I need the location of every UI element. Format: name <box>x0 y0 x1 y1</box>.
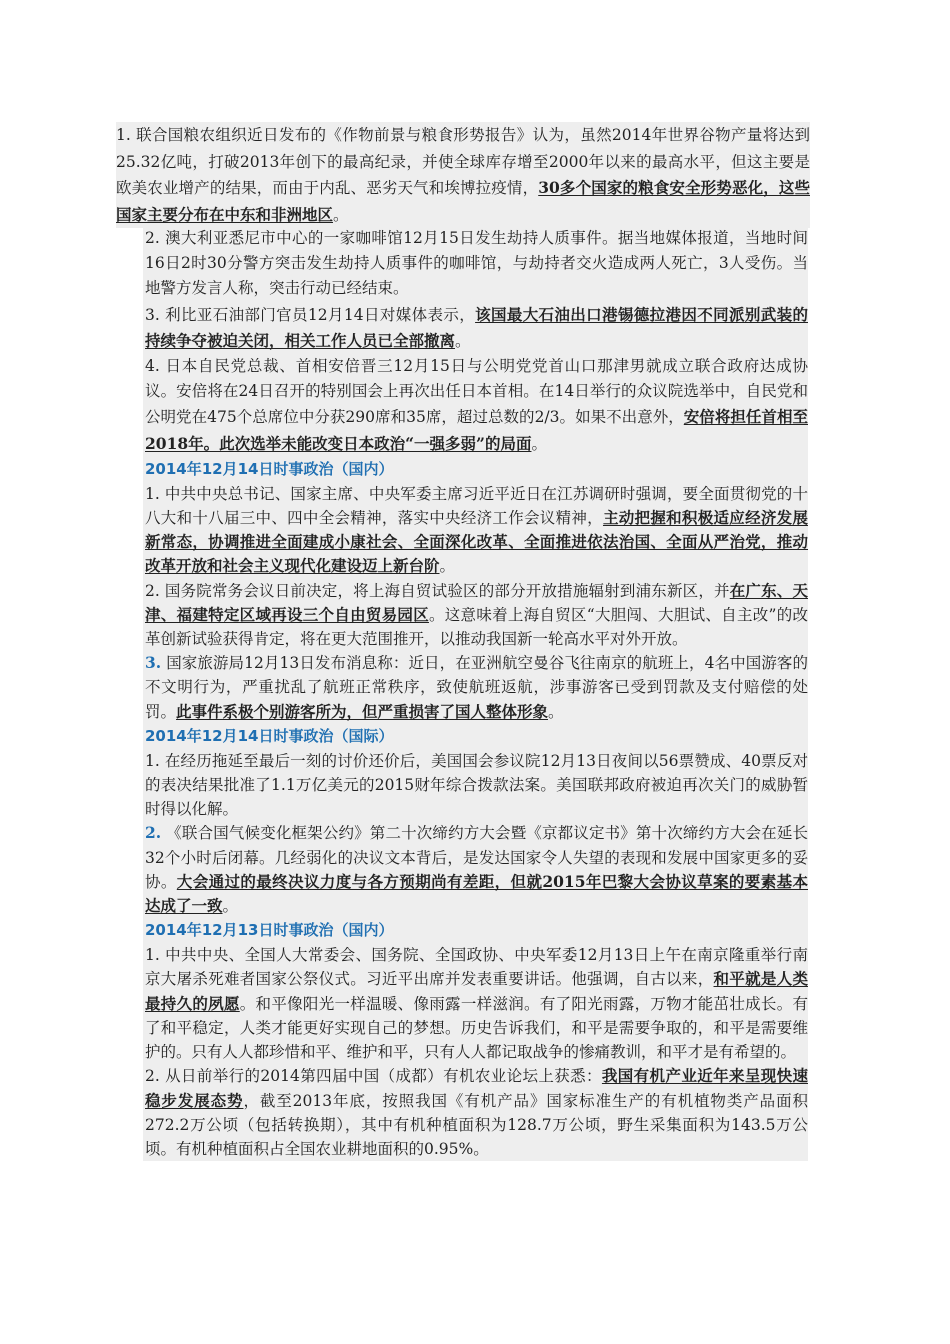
news-item-domestic-3 <box>143 651 808 724</box>
news-item-domestic-2 <box>143 579 808 652</box>
news-highlight: 在广东、天津、福建特定区域再设三个自由贸易园区 <box>145 580 808 624</box>
news-item-2 <box>143 226 808 302</box>
news-text-end: ，截至2013年底，按照我国《有机产品》国家标准生产的有机植物类产品面积272.2万公顷（包括转换期），其中有机种植面积为128.7万公顷，野生采集面积为143.5万公顷。有机种植面积占全国农业耕地面积的0.95%。 <box>145 1091 808 1158</box>
news-highlight: 安倍将担任首相至2018年。此次选举未能改变日本政治“一强多弱”的局面 <box>145 407 808 453</box>
news-highlight: 30多个国家的粮食安全形势恶化，这些国家主要分布在中东和非洲地区 <box>116 178 810 224</box>
news-highlight: 此事件系极个别游客所为，但严重损害了国人整体形象 <box>176 701 549 721</box>
section-heading-domestic-1213: 2014年12月13日时事政治（国内） <box>145 921 394 940</box>
news-highlight: 该国最大石油出口港锡德拉港因不同派别武装的持续争夺被迫关闭，相关工作人员已全部撤离 <box>145 304 808 350</box>
news-text-end: 。 <box>531 434 547 453</box>
news-text-end: 。 <box>222 897 239 916</box>
news-item-intl-2 <box>143 821 808 918</box>
item-number: 2. <box>145 823 162 843</box>
news-item-4 <box>143 354 808 457</box>
section-heading-intl-1214: 2014年12月14日时事政治（国际） <box>145 726 394 745</box>
news-text-end: 。这意味着上海自贸区“大胆闯、大胆试、自主改”的改革创新试验获得肯定，将在更大范围推开，以推动我国新一轮高水平对外开放。 <box>145 605 808 649</box>
news-text: 1. 中共中央总书记、国家主席、中央军委主席习近平近日在江苏调研时强调，要全面贯彻党的十八大和十八届三中、四中全会精神，落实中央经济工作会议精神， <box>145 484 808 528</box>
news-item-3 <box>143 302 808 354</box>
news-item-domestic-1 <box>143 482 808 579</box>
news-text: 2. 从日前举行的2014第四届中国（成都）有机农业论坛上获悉： <box>145 1067 602 1086</box>
news-text-end: 。和平像阳光一样温暖、像雨露一样滋润。有了阳光雨露，万物才能茁壮成长。有了和平稳定，人类才能更好实现自己的梦想。历史告诉我们，和平是需要争取的，和平是需要维护的。只有人人都珍惜和平、维护和平，只有人人都记取战争的惨痛教训，和平才是有希望的。 <box>145 994 808 1062</box>
news-highlight: 主动把握和积极适应经济发展新常态，协调推进全面建成小康社会、全面深化改革、全面推进依法治国、全面从严治党，推动改革开放和社会主义现代化建设迈上新台阶 <box>145 508 808 576</box>
news-highlight: 大会通过的最终决议力度与各方预期尚有差距，但就2015年巴黎大会协议草案的要素基本达成了一致 <box>145 871 808 916</box>
news-item-domestic-1213-2 <box>143 1064 808 1161</box>
section-heading-domestic-1214: 2014年12月14日时事政治（国内） <box>145 459 394 478</box>
news-text: 《联合国气候变化框架公约》第二十次缔约方大会暨《京都议定书》第十次缔约方大会在延长32个小时后闭幕。几经弱化的决议文本背后，是发达国家令人失望的表现和发展中国家更多的妥协。 <box>145 824 808 891</box>
news-text: 1. 中共中央、全国人大常委会、国务院、全国政协、中央军委12月13日上午在南京隆重举行南京大屠杀死难者国家公祭仪式。习近平出席并发表重要讲话。他强调，自古以来， <box>145 946 808 989</box>
news-text: 2. 国务院常务会议日前决定，将上海自贸试验区的部分开放措施辐射到浦东新区，并 <box>145 581 730 600</box>
news-text: 1. 联合国粮农组织近日发布的《作物前景与粮食形势报告》认为，虽然2014年世界谷物产量将达到25.32亿吨，打破2013年创下的最高纪录，并使全球库存增至2000年以来的最高水平，但这主要是欧美农业增产的结果，而由于内乱、恶劣天气和埃博拉疫情， <box>116 126 810 197</box>
news-text-end: 。 <box>333 205 349 224</box>
news-highlight: 和平就是人类最持久的夙愿 <box>145 969 808 1013</box>
news-block <box>143 226 808 1161</box>
item-number: 3. <box>145 653 162 673</box>
news-text-end: 。 <box>455 331 471 350</box>
news-item-domestic-1213-1 <box>143 943 808 1064</box>
news-text: 2. 澳大利亚悉尼市中心的一家咖啡馆12月15日发生劫持人质事件。据当地媒体报道，当地时间16日2时30分警方突击发生劫持人质事件的咖啡馆，与劫持者交火造成两人死亡，3人受伤。当地警方发言人称，突击行动已经结束。 <box>145 229 808 298</box>
news-text-end: 。 <box>548 702 564 721</box>
news-text: 3. 利比亚石油部门官员12月14日对媒体表示， <box>145 305 476 324</box>
news-item-intl-1 <box>143 749 808 822</box>
news-text: 1. 在经历拖延至最后一刻的讨价还价后，美国国会参议院12月13日夜间以56票赞成、40票反对的表决结果批准了1.1万亿美元的2015财年综合拨款法案。美国联邦政府被迫再次关门的威胁暂时得以化解。 <box>145 751 808 819</box>
news-text: 4. 日本自民党总裁、首相安倍晋三12月15日与公明党党首山口那津男就成立联合政府达成协议。安倍将在24日召开的特别国会上再次出任日本首相。在14日举行的众议院选举中，自民党和公明党在475个总席位中分获290席和35席，超过总数的2/3。如果不出意外， <box>145 357 808 427</box>
news-item-1 <box>116 122 810 228</box>
news-text: 国家旅游局12月13日发布消息称：近日，在亚洲航空曼谷飞往南京的航班上，4名中国游客的不文明行为，严重扰乱了航班正常秩序，致使航班返航，涉事游客已受到罚款及支付赔偿的处罚。 <box>145 654 808 721</box>
news-text-end: 。 <box>439 557 456 576</box>
news-highlight: 我国有机产业近年来呈现快速稳步发展态势 <box>145 1066 808 1110</box>
